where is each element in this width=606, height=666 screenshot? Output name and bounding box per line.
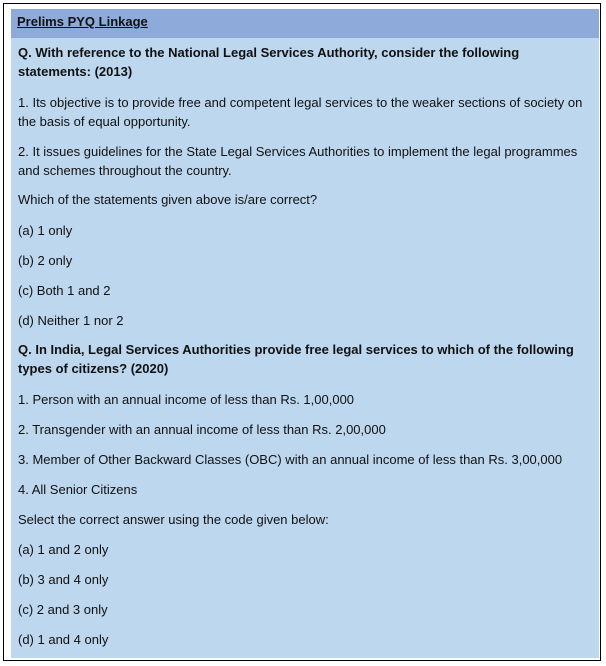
q2-option-b: (b) 3 and 4 only bbox=[18, 572, 109, 587]
document-frame bbox=[3, 3, 601, 661]
q2-item-2: 2. Transgender with an annual income of less than Rs. 2,00,000 bbox=[18, 422, 386, 437]
q1-prompt: Which of the statements given above is/are correct? bbox=[18, 192, 318, 207]
q2-item-1: 1. Person with an annual income of less than Rs. 1,00,000 bbox=[18, 392, 355, 407]
panel-header bbox=[11, 9, 599, 38]
q1-question: Q. With reference to the National Legal Services Authority, consider the following statements: (2013) bbox=[18, 45, 520, 79]
q2-option-d: (d) 1 and 4 only bbox=[18, 632, 109, 647]
q1-option-c: (c) Both 1 and 2 bbox=[18, 283, 111, 298]
q1-statement-1: 1. Its objective is to provide free and competent legal services to the weaker sections of society on the basis of equal opportunity. bbox=[18, 95, 583, 129]
q2-prompt: Select the correct answer using the code given below: bbox=[18, 512, 329, 527]
q1-statement-2: 2. It issues guidelines for the State Legal Services Authorities to implement the legal programmes and schemes throughout the country. bbox=[18, 144, 578, 178]
q2-item-4: 4. All Senior Citizens bbox=[18, 482, 138, 497]
q1-option-a: (a) 1 only bbox=[18, 223, 73, 238]
q1-option-d: (d) Neither 1 nor 2 bbox=[18, 313, 124, 328]
q1-option-b: (b) 2 only bbox=[18, 253, 73, 268]
pyq-panel bbox=[11, 9, 599, 658]
q2-option-a: (a) 1 and 2 only bbox=[18, 542, 109, 557]
panel-title: Prelims PYQ Linkage bbox=[17, 14, 148, 29]
q2-option-c: (c) 2 and 3 only bbox=[18, 602, 108, 617]
q2-item-3: 3. Member of Other Backward Classes (OBC) with an annual income of less than Rs. 3,00,000 bbox=[18, 452, 563, 467]
q2-question: Q. In India, Legal Services Authorities provide free legal services to which of the following types of citizens? (2020) bbox=[18, 342, 574, 376]
